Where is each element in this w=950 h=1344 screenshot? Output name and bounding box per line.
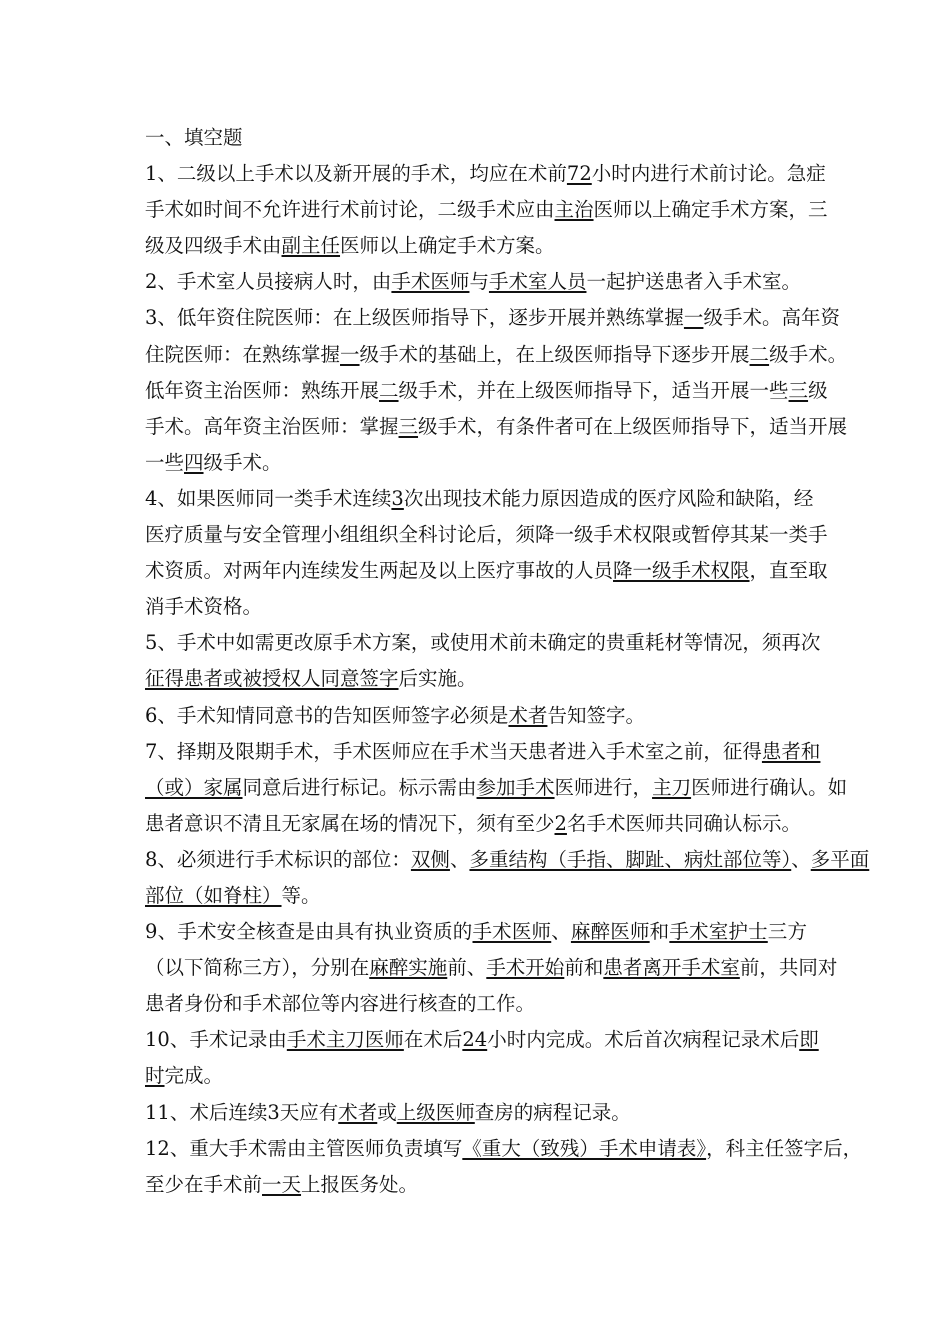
text-segment: 12、重大手术需由主管医师负责填写 [145,1136,463,1160]
text-segment: ，科主任签字后， [706,1136,863,1160]
blank-answer: 征得患者或被授权人同意签字 [145,667,399,691]
text-line [145,553,828,589]
text-segment: （以下简称三方），分别在 [145,956,370,980]
blank-answer: 手术室护士 [669,920,768,944]
text-segment: 手术如时间不允许进行术前讨论，二级手术应由 [145,198,555,222]
text-line [145,409,848,445]
text-segment: 2、手术室人员接病人时，由 [145,270,392,294]
text-segment: 低年资主治医师：熟练开展 [145,378,380,402]
text-segment: 、 [449,847,470,871]
text-segment: 医疗质量与安全管理小组组织全科讨论后，须降一级手术权限或暂停其某一类手 [145,523,828,547]
blank-answer: 副主任 [281,234,341,258]
text-segment: 住院医师：在熟练掌握 [145,342,341,366]
text-line [145,986,807,1022]
blank-answer: 一 [340,342,360,366]
text-segment: 一、填空题 [145,126,243,149]
text-segment: 或 [377,1100,397,1124]
text-segment: 级及四级手术由 [145,234,282,258]
text-line [145,950,838,986]
text-line [145,337,848,373]
text-line [145,1058,807,1094]
text-segment: 级手术。 [769,342,848,366]
text-segment: 9、手术安全核查是由具有执业资质的 [145,920,473,944]
text-line [145,481,814,517]
text-line [145,192,828,228]
blank-answer: 手术开始 [486,956,565,980]
blank-answer: 72 [566,162,592,186]
section-heading [145,120,807,156]
text-segment: 医师进行， [554,775,653,799]
text-segment: 前、 [447,956,487,980]
text-segment: 和 [649,920,670,944]
text-segment: 至少在手术前 [145,1172,263,1196]
blank-answer: 主刀 [652,775,692,799]
text-segment: 医师以上确定手术方案，三 [593,198,828,222]
blank-answer: 一 [683,306,704,330]
text-line [145,770,848,806]
text-segment: 医师进行确认。如 [691,775,848,799]
text-segment: 前，共同对 [739,956,838,980]
text-segment: 级 [808,378,828,402]
text-segment: 、 [551,920,571,944]
blank-answer: 四 [184,450,204,474]
blank-answer: 降一级手术权限 [613,559,750,583]
text-segment: 小时内完成。术后首次病程记录术后 [487,1028,800,1052]
blank-answer: 即 [799,1028,819,1052]
text-segment: 6、手术知情同意书的告知医师签字必须是 [145,703,509,727]
blank-answer: 二 [379,378,399,402]
blank-answer: 多重结构（手指、脚趾、病灶部位等） [469,847,792,871]
text-segment: 在术后 [403,1028,463,1052]
text-line [145,156,826,192]
text-line [145,1022,819,1058]
blank-answer: 手术医师 [391,270,470,294]
text-line [145,661,807,697]
text-segment: ，直至取 [749,559,828,583]
text-segment: 同意后进行标记。标示需由 [242,775,477,799]
text-segment: 查房的病程记录。 [474,1100,631,1124]
text-segment: 与 [469,270,489,294]
text-line [145,589,807,625]
blank-answer: 多平面 [810,847,870,871]
text-segment: 级手术，有条件者可在上级医师指导下，适当开展 [418,414,848,438]
text-segment: 、 [791,847,811,871]
blank-answer: 患者离开手术室 [603,956,740,980]
blank-answer: 麻醉实施 [369,956,448,980]
text-line [145,445,807,481]
text-line [145,734,821,770]
blank-answer: 上级医师 [396,1100,475,1124]
text-segment: 4、如果医师同一类手术连续 [145,486,392,510]
text-line [145,878,807,914]
text-line [145,517,828,553]
blank-answer: 参加手术 [476,775,555,799]
blank-answer: 双侧 [410,847,450,871]
text-segment: 5、手术中如需更改原手术方案，或使用术前未确定的贵重耗材等情况，须再次 [145,631,821,655]
blank-answer: 时 [145,1064,165,1088]
blank-answer: 一天 [262,1172,302,1196]
text-segment: 术资质。对两年内连续发生两起及以上医疗事故的人员 [145,559,614,583]
text-line [145,1131,863,1167]
text-segment: 医师以上确定手术方案。 [340,234,555,258]
blank-answer: 二 [749,342,770,366]
text-segment: 一些 [145,450,185,474]
text-line [145,914,807,950]
blank-answer: 手术主刀医师 [286,1028,404,1052]
text-segment: 消手术资格。 [145,595,263,619]
blank-answer: 2 [554,811,567,835]
text-segment: 完成。 [164,1064,224,1088]
text-segment: 三方 [767,920,807,944]
text-segment: 级手术。高年资 [703,306,840,330]
text-line [145,625,821,661]
text-segment: 级手术。 [203,450,282,474]
blank-answer: 手术室人员 [488,270,587,294]
blank-answer: 术者 [508,703,548,727]
text-line [145,228,807,264]
text-segment: 级手术，并在上级医师指导下，适当开展一些 [398,378,789,402]
blank-answer: 麻醉医师 [570,920,650,944]
blank-answer: 主治 [554,198,594,222]
blank-answer: 三 [788,378,809,402]
text-segment: 级手术的基础上，在上级医师指导下逐步开展 [359,342,750,366]
text-segment: 患者身份和手术部位等内容进行核查的工作。 [145,992,536,1016]
text-line [145,300,840,336]
text-line [145,842,870,878]
blank-answer: 三 [398,414,419,438]
blank-answer: 3 [391,486,404,510]
blank-answer: 手术医师 [472,920,552,944]
text-segment: 次出现技术能力原因造成的医疗风险和缺陷，经 [403,486,814,510]
text-segment: 患者意识不清且无家属在场的情况下，须有至少 [145,811,555,835]
text-line [145,698,807,734]
text-segment: 7、择期及限期手术，手术医师应在手术当天患者进入手术室之前，征得 [145,739,762,763]
text-segment: 小时内进行术前讨论。急症 [591,162,826,186]
blank-answer: 部位（如脊柱） [145,883,282,907]
text-line [145,264,807,300]
text-segment: 手术。高年资主治医师：掌握 [145,414,399,438]
text-line [145,1167,807,1203]
text-segment: 前和 [564,956,604,980]
text-segment: 名手术医师共同确认标示。 [566,811,801,835]
blank-answer: 术者 [338,1100,378,1124]
blank-answer: （或）家属 [145,775,243,799]
text-line [145,1095,807,1131]
blank-answer: 24 [462,1028,488,1052]
text-segment: 告知签字。 [547,703,645,727]
text-segment: 3、低年资住院医师：在上级医师指导下，逐步开展并熟练掌握 [145,306,684,330]
text-segment: 10、手术记录由 [145,1028,287,1052]
blank-answer: 《重大（致残）手术申请表》 [462,1136,707,1160]
text-segment: 1、二级以上手术以及新开展的手术，均应在术前 [145,162,567,186]
text-line [145,373,828,409]
text-segment: 11、术后连续3天应有 [145,1100,339,1124]
text-line [145,806,807,842]
text-segment: 一起护送患者入手术室。 [586,270,801,294]
blank-answer: 患者和 [761,739,821,763]
text-segment: 上报医务处。 [301,1172,419,1196]
text-segment: 后实施。 [398,667,477,691]
document-body [145,120,870,1203]
text-segment: 8、必须进行手术标识的部位： [145,847,411,871]
text-segment: 等。 [281,883,321,907]
